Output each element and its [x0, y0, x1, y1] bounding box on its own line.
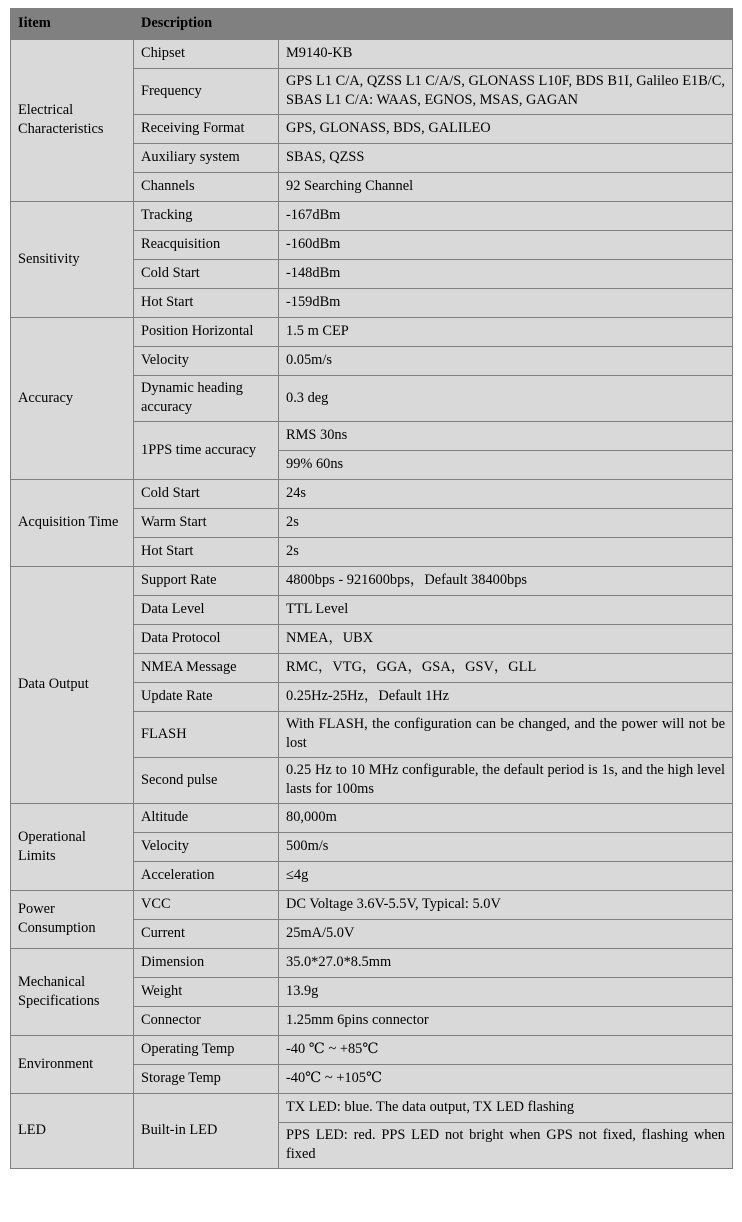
item-value: RMS 30ns [279, 422, 733, 451]
table-row [11, 949, 733, 978]
item-value: 0.25 Hz to 10 MHz configurable, the default period is 1s, and the high level lasts for 100ms [279, 758, 733, 804]
item-label: Connector [134, 1007, 279, 1036]
item-label: Hot Start [134, 289, 279, 318]
table-row [11, 318, 733, 347]
item-label: Reacquisition [134, 231, 279, 260]
item-value: TTL Level [279, 596, 733, 625]
table-row [11, 567, 733, 596]
item-label: Tracking [134, 202, 279, 231]
item-value: 25mA/5.0V [279, 920, 733, 949]
item-value: 2s [279, 538, 733, 567]
item-label: 1PPS time accuracy [134, 422, 279, 480]
group-label: Acquisition Time [11, 480, 134, 567]
item-value: DC Voltage 3.6V-5.5V, Typical: 5.0V [279, 891, 733, 920]
item-value: 35.0*27.0*8.5mm [279, 949, 733, 978]
item-value: -40℃ ~ +105℃ [279, 1065, 733, 1094]
item-label: Weight [134, 978, 279, 1007]
table-header [11, 9, 733, 40]
item-label: Second pulse [134, 758, 279, 804]
item-label: Data Protocol [134, 625, 279, 654]
item-label: Hot Start [134, 538, 279, 567]
specification-table [10, 8, 733, 1169]
item-value: 0.3 deg [279, 376, 733, 422]
group-label: Environment [11, 1036, 134, 1094]
item-label: Support Rate [134, 567, 279, 596]
group-label: LED [11, 1094, 134, 1169]
item-value: NMEA，UBX [279, 625, 733, 654]
item-label: Warm Start [134, 509, 279, 538]
item-label: Storage Temp [134, 1065, 279, 1094]
item-value: 4800bps - 921600bps，Default 38400bps [279, 567, 733, 596]
item-value: ≤4g [279, 862, 733, 891]
item-value: RMC，VTG，GGA，GSA，GSV，GLL [279, 654, 733, 683]
item-value: 92 Searching Channel [279, 173, 733, 202]
header-row [11, 9, 733, 40]
item-value: 99% 60ns [279, 451, 733, 480]
item-label: Operating Temp [134, 1036, 279, 1065]
item-value: SBAS, QZSS [279, 144, 733, 173]
item-value: 500m/s [279, 833, 733, 862]
item-label: Data Level [134, 596, 279, 625]
table-row [11, 480, 733, 509]
item-label: Position Horizontal [134, 318, 279, 347]
item-label: Auxiliary system [134, 144, 279, 173]
item-label: Dimension [134, 949, 279, 978]
item-label: Acceleration [134, 862, 279, 891]
item-label: Altitude [134, 804, 279, 833]
item-value: GPS, GLONASS, BDS, GALILEO [279, 115, 733, 144]
table-row [11, 891, 733, 920]
table-row [11, 202, 733, 231]
item-value: 2s [279, 509, 733, 538]
group-label: Data Output [11, 567, 134, 804]
item-value: TX LED: blue. The data output, TX LED flashing [279, 1094, 733, 1123]
table-row [11, 1036, 733, 1065]
item-value: -40 ℃ ~ +85℃ [279, 1036, 733, 1065]
item-label: VCC [134, 891, 279, 920]
header-cell-description: Description [134, 9, 733, 40]
item-label: Chipset [134, 40, 279, 69]
item-label: Velocity [134, 347, 279, 376]
item-label: Cold Start [134, 480, 279, 509]
item-label: Dynamic heading accuracy [134, 376, 279, 422]
item-label: Frequency [134, 69, 279, 115]
item-label: Current [134, 920, 279, 949]
table-body [11, 40, 733, 1169]
item-value: PPS LED: red. PPS LED not bright when GPS not fixed, flashing when fixed [279, 1123, 733, 1169]
header-cell-item: Iitem [11, 9, 134, 40]
item-value: -160dBm [279, 231, 733, 260]
item-value: M9140-KB [279, 40, 733, 69]
item-label: Channels [134, 173, 279, 202]
item-label: Velocity [134, 833, 279, 862]
group-label: Operational Limits [11, 804, 134, 891]
item-value: 80,000m [279, 804, 733, 833]
item-label: Receiving Format [134, 115, 279, 144]
item-label: Update Rate [134, 683, 279, 712]
table-row [11, 804, 733, 833]
item-value: -148dBm [279, 260, 733, 289]
group-label: Electrical Characteristics [11, 40, 134, 202]
item-label: NMEA Message [134, 654, 279, 683]
group-label: Accuracy [11, 318, 134, 480]
item-value: 1.5 m CEP [279, 318, 733, 347]
item-value: With FLASH, the configuration can be changed, and the power will not be lost [279, 712, 733, 758]
item-value: 24s [279, 480, 733, 509]
item-label: FLASH [134, 712, 279, 758]
item-value: -159dBm [279, 289, 733, 318]
group-label: Mechanical Specifications [11, 949, 134, 1036]
group-label: Power Consumption [11, 891, 134, 949]
table-row [11, 40, 733, 69]
item-value: 1.25mm 6pins connector [279, 1007, 733, 1036]
table-row [11, 1094, 733, 1123]
item-value: GPS L1 C/A, QZSS L1 C/A/S, GLONASS L10F, BDS B1I, Galileo E1B/C, SBAS L1 C/A: WAAS, EGNOS, MSAS, GAGAN [279, 69, 733, 115]
group-label: Sensitivity [11, 202, 134, 318]
item-label: Cold Start [134, 260, 279, 289]
item-label: Built-in LED [134, 1094, 279, 1169]
item-value: 0.25Hz-25Hz，Default 1Hz [279, 683, 733, 712]
item-value: -167dBm [279, 202, 733, 231]
item-value: 13.9g [279, 978, 733, 1007]
item-value: 0.05m/s [279, 347, 733, 376]
